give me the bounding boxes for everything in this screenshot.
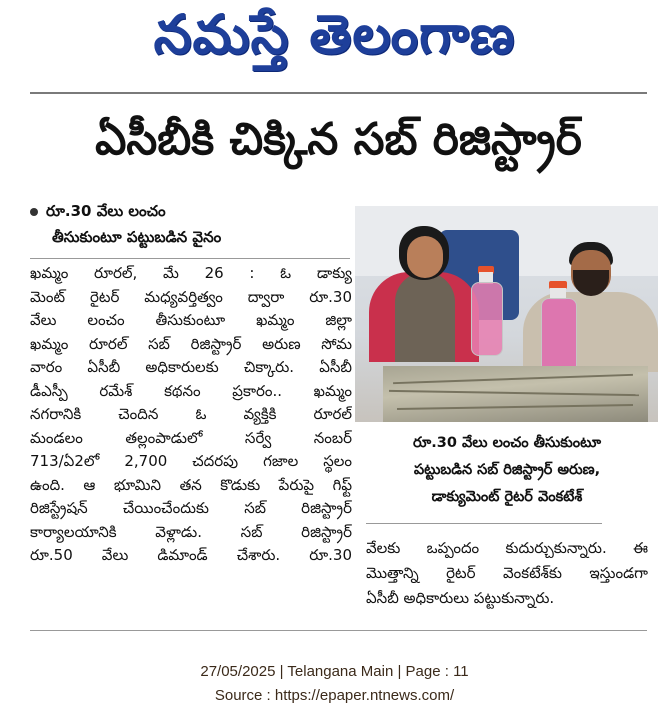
body-line: వారం ఏసీబీ అధికారులకు చిక్కారు. ఏసీబీ (30, 358, 352, 376)
body-line: రిజిస్ట్రేషన్ చేయించేందుకు సబ్ రిజిస్ట్రార్ (30, 499, 352, 517)
summary-line-1: రూ.30 వేలు లంచం (46, 202, 166, 220)
article-body-left (30, 262, 352, 568)
masthead (0, 2, 669, 76)
footer-edition-info: 27/05/2025 | Telangana Main | Page : 11 (200, 663, 469, 680)
caption-line: రూ.30 వేలు లంచం తీసుకుంటూ (412, 435, 602, 451)
body-line: డీఎస్పీ రమేశ్ కథనం ప్రకారం.. ఖమ్మం (30, 381, 352, 400)
body-line: నగరానికి చెందిన ఓ వ్యక్తికి రూరల్ (30, 405, 352, 423)
footer-source: Source : https://epaper.ntnews.com/ (214, 687, 455, 704)
summary-line-2: తీసుకుంటూ పట్టుబడిన వైనం (52, 228, 222, 246)
body-line: వేలకు ఒప్పందం కుదుర్చుకున్నారు. ఈ (366, 539, 648, 557)
cash-bundle (383, 366, 648, 422)
bullet-icon (30, 208, 38, 216)
article-body-right (366, 536, 648, 611)
caption-line: పట్టుబడిన సబ్ రిజిస్ట్రార్ అరుణ, (413, 462, 601, 478)
body-line: మండలం తల్లంపాడులో సర్వే నంబర్ (30, 428, 352, 447)
caption-line: డాక్యుమెంట్ రైటర్ వెంకటేశ్ (431, 489, 583, 505)
body-line: వేలు లంచం తీసుకుంటూ ఖమ్మం జిల్లా (30, 311, 352, 329)
body-line: రూ.50 వేలు డిమాండ్ చేశారు. రూ.30 (30, 546, 352, 564)
body-line: ఖమ్మం రూరల్, మే 26 : ఓ డాక్యు (30, 264, 352, 282)
body-line: మొత్తాన్ని రైటర్ వెంకటేశ్‌కు ఇస్తుండగా (366, 564, 648, 582)
footer (0, 660, 669, 708)
summary-divider (30, 258, 350, 259)
caption-divider (366, 523, 602, 524)
bottle-icon (541, 298, 577, 376)
headline: ఏసీబీకి చిక్కిన సబ్ రిజిస్ట్రార్ (95, 114, 582, 165)
body-line: 713/ఏ2లో 2,700 చదరపు గజాల స్థలం (30, 452, 352, 470)
body-line: ఏసీబీ అధికారులు పట్టుకున్నారు. (366, 589, 555, 607)
summary-bullet (30, 198, 350, 250)
masthead-title: నమస్తే తెలంగాణ (153, 2, 516, 66)
body-line: కార్యాలయానికి వెళ్లాడు. సబ్ రిజిస్ట్రార్ (30, 522, 352, 541)
photo-caption (366, 430, 648, 511)
body-line: ఉంది. ఆ భూమిని తన కొడుకు పేరుపై గిఫ్ట్ (30, 475, 352, 494)
bottle-icon (471, 282, 503, 356)
body-line: ఖమ్మం రూరల్ సబ్ రిజిస్ట్రార్ అరుణ సోమ (30, 334, 352, 353)
article-bottom-divider (30, 630, 647, 631)
masthead-divider (30, 92, 647, 94)
news-photo (355, 206, 658, 422)
body-line: మెంట్ రైటర్ మధ్యవర్తిత్వం ద్వారా రూ.30 (30, 287, 352, 306)
